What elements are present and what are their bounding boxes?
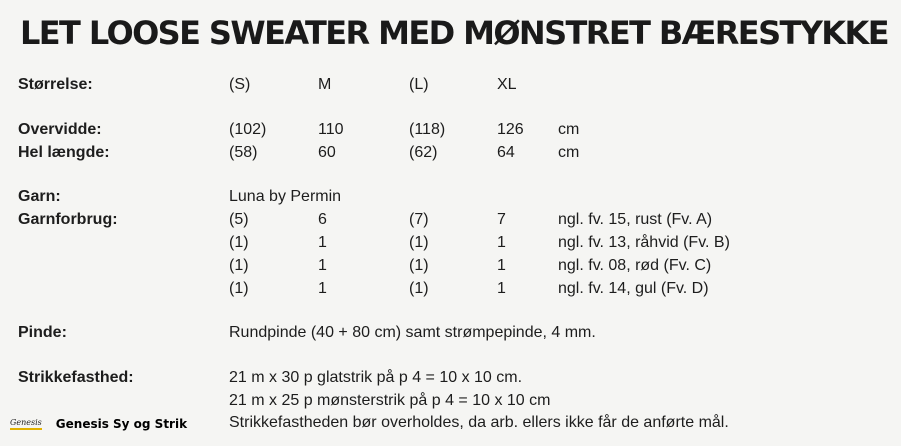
consumption-l: (1) <box>409 234 429 251</box>
needles-label: Pinde: <box>18 324 67 341</box>
width-unit: cm <box>558 121 580 138</box>
consumption-m: 6 <box>318 211 327 228</box>
page-title: LET LOOSE SWEATER MED MØNSTRET BÆRESTYKKE <box>20 14 888 52</box>
consumption-m: 1 <box>318 280 327 297</box>
size-l: (L) <box>409 76 429 93</box>
length-m: 60 <box>318 144 336 161</box>
gauge-line: 21 m x 30 p glatstrik på p 4 = 10 x 10 cm. <box>229 369 523 386</box>
length-xl: 64 <box>497 144 515 161</box>
genesis-logo-mark: Genesis <box>10 418 42 430</box>
consumption-xl: 1 <box>497 234 506 251</box>
gauge-label: Strikkefasthed: <box>18 369 134 386</box>
length-unit: cm <box>558 144 580 161</box>
width-label: Overvidde: <box>18 121 102 138</box>
size-xl: XL <box>497 76 517 93</box>
consumption-desc: ngl. fv. 14, gul (Fv. D) <box>558 280 709 297</box>
gauge-line: 21 m x 25 p mønsterstrik på p 4 = 10 x 10 cm <box>229 392 551 409</box>
length-s: (58) <box>229 144 258 161</box>
size-m: M <box>318 76 332 93</box>
consumption-l: (1) <box>409 257 429 274</box>
gauge-line: Strikkefastheden bør overholdes, da arb. ellers ikke får de anførte mål. <box>229 414 729 431</box>
consumption-desc: ngl. fv. 15, rust (Fv. A) <box>558 211 713 228</box>
needles-value: Rundpinde (40 + 80 cm) samt strømpepinde, 4 mm. <box>229 324 596 341</box>
width-l: (118) <box>409 121 446 138</box>
consumption-l: (1) <box>409 280 429 297</box>
consumption-xl: 1 <box>497 280 506 297</box>
length-label: Hel længde: <box>18 144 110 161</box>
consumption-s: (1) <box>229 234 249 251</box>
consumption-l: (7) <box>409 211 429 228</box>
consumption-s: (1) <box>229 280 249 297</box>
width-s: (102) <box>229 121 267 138</box>
size-s: (S) <box>229 76 251 93</box>
consumption-xl: 1 <box>497 257 506 274</box>
consumption-s: (5) <box>229 211 249 228</box>
consumption-s: (1) <box>229 257 249 274</box>
width-xl: 126 <box>497 121 524 138</box>
consumption-desc: ngl. fv. 08, rød (Fv. C) <box>558 257 712 274</box>
size-label: Størrelse: <box>18 76 93 93</box>
consumption-label: Garnforbrug: <box>18 211 118 228</box>
consumption-m: 1 <box>318 257 327 274</box>
genesis-logo <box>10 414 187 434</box>
width-m: 110 <box>318 121 344 138</box>
consumption-desc: ngl. fv. 13, råhvid (Fv. B) <box>558 234 730 251</box>
yarn-label: Garn: <box>18 188 61 205</box>
genesis-logo-text: Genesis Sy og Strik <box>55 417 188 431</box>
length-l: (62) <box>409 144 438 161</box>
yarn-value: Luna by Permin <box>229 188 342 205</box>
consumption-xl: 7 <box>497 211 506 228</box>
consumption-m: 1 <box>318 234 327 251</box>
